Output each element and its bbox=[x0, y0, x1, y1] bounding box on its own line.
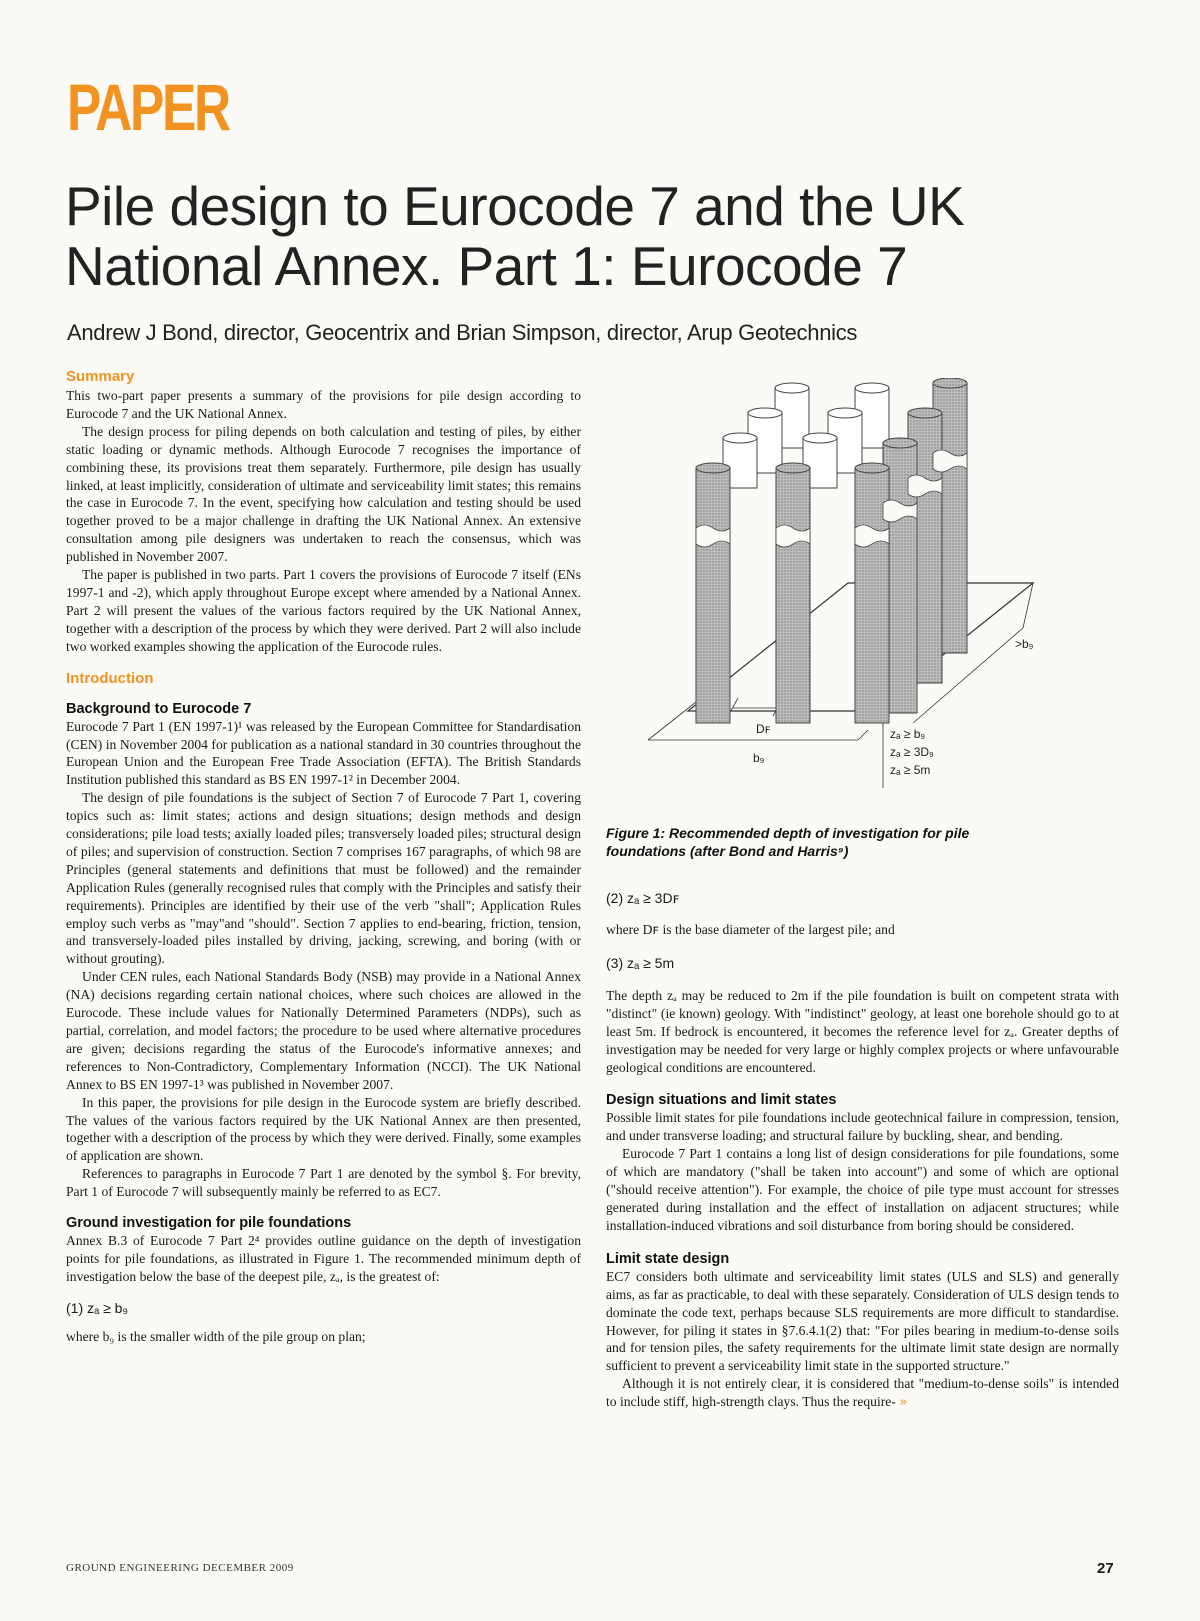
section-kicker: PAPER bbox=[67, 70, 229, 144]
journal-footer: GROUND ENGINEERING DECEMBER 2009 bbox=[66, 1562, 294, 1574]
label-z3: zₐ ≥ 5m bbox=[890, 763, 931, 777]
introduction-heading: Introduction bbox=[66, 669, 154, 687]
design-situations-heading: Design situations and limit states bbox=[606, 1092, 837, 1109]
ground-investigation-heading: Ground investigation for pile foundations bbox=[66, 1215, 352, 1232]
depth-reduction-para: The depth zₐ may be reduced to 2m if the pile foundation is built on competent strata with "distinct" (ie known) geology. With "indistinct" geology, at least one borehole should go to at least 5m. If bedrock is encountered, it becomes the reference level for zₐ. Greater depths of investigation may be needed for very large or highly complex projects or where unfavourable geological conditions are encountered. bbox=[606, 987, 1119, 1075]
label-gt-bg: >b₉ bbox=[1015, 637, 1034, 651]
pile-shaded-f1 bbox=[696, 463, 730, 723]
summary-para-3: The paper is published in two parts. Part 1 covers the provisions of Eurocode 7 itself (ENs 1997-1 and -2), which apply throughout Europe except where amended by a National Annex. Part 2 will present the values of the various factors required by the UK National Annex, together with a description of the process by which they were derived. Part 2 will also include two worked examples showing the application of the Eurocode rules. bbox=[66, 567, 581, 654]
ground-para: Annex B.3 of Eurocode 7 Part 2⁴ provides outline guidance on the depth of investigation points for pile foundations, as illustrated in Figure 1. The recommended minimum depth of investigation below the base of the deepest pile, zₐ, is the greatest of: bbox=[66, 1233, 581, 1284]
label-z1: zₐ ≥ b₉ bbox=[890, 727, 926, 741]
left-column bbox=[66, 368, 581, 1346]
label-bg: b₉ bbox=[753, 751, 765, 765]
page-number: 27 bbox=[1097, 1560, 1114, 1577]
equation-1: (1) zₐ ≥ b₉ bbox=[66, 1299, 129, 1316]
equation-2: (2) zₐ ≥ 3Dꜰ bbox=[606, 890, 680, 906]
label-z2: zₐ ≥ 3D₉ bbox=[890, 745, 934, 759]
intro-para-2: The design of pile foundations is the subject of Section 7 of Eurocode 7 Part 1, covering topics such as: limit states; actions and design situations; design methods and design considerations; pile load tests; axially loaded piles; transversely loaded piles; structural design of piles; and supervision of construction. Section 7 comprises 167 paragraphs, of which 98 are Principles (general statements and definitions that must be followed) and the remainder Application Rules (generally recognised rules that comply with the Principles and satisfy their requirements). Principles are identified by their use of the verb "shall"; Application Rules employ such verbs as "may"and "should". Section 7 applies to end-bearing, friction, tension, and transversely-loaded piles installed by driving, jacking, screwing, and boring (with or without grouting). bbox=[66, 790, 581, 967]
summary-para-1: This two-part paper presents a summary of the provisions for pile design according to Eurocode 7 and the UK National Annex. bbox=[66, 388, 581, 421]
design-situations-para-1: Possible limit states for pile foundations include geotechnical failure in compression, tension, and under transverse loading; and structural failure by buckling, shear, and bending. bbox=[606, 1110, 1119, 1144]
intro-para-5: References to paragraphs in Eurocode 7 Part 1 are denoted by the symbol §. For brevity, Part 1 of Eurocode 7 will subsequently mainly be referred to as EC7. bbox=[66, 1166, 581, 1200]
label-df: Dꜰ bbox=[756, 722, 771, 736]
figure-1-caption: Figure 1: Recommended depth of investigation for pile foundations (after Bond and Harris⁹) bbox=[606, 825, 970, 859]
pile-shaded-f2 bbox=[776, 463, 810, 723]
right-column bbox=[606, 824, 1119, 1412]
continue-arrow-icon: » bbox=[899, 1394, 908, 1411]
byline: Andrew J Bond, director, Geocentrix and Brian Simpson, director, Arup Geotechnics bbox=[67, 320, 858, 345]
equation-1-note: where b₉ is the smaller width of the pile group on plan; bbox=[66, 1328, 366, 1344]
intro-para-1: Eurocode 7 Part 1 (EN 1997-1)¹ was released by the European Committee for Standardisation (CEN) in November 2004 for publication as a national standard in 30 countries throughout the European Union and the European Free Trade Association (EFTA). The British Standards Institution published this standard as BS EN 1997-1² in December 2004. bbox=[66, 718, 581, 788]
intro-para-3: Under CEN rules, each National Standards Body (NSB) may provide in a National Annex (NA) decisions regarding certain national choices, where such choices are allowed in the Eurocode. These include values for Nationally Determined Parameters (NDPs), such as partial, correlation, and model factors; the procedure to be used where alternative procedures are given; decisions regarding the status of the Eurocode's informative annexes; and references to Non-Contradictory, Complementary Information (NCCI). The UK National Annex to BS EN 1997-1³ was published in November 2007. bbox=[66, 969, 581, 1092]
design-situations-para-2: Eurocode 7 Part 1 contains a long list of design considerations for pile foundations, some of which are mandatory ("shall be taken into account") and some of which are optional ("should receive attention"). For example, the choice of pile type must account for stresses generated during installation and the effect of installation on adjacent structures; while installation-induced vibrations and soil disturbance from boring should be considered. bbox=[606, 1146, 1119, 1233]
limit-state-para-1: EC7 considers both ultimate and serviceability limit states (ULS and SLS) and generally aims, as far as practicable, to deal with these separately. Consideration of ULS design tends to dominate the code text, perhaps because SLS requirements are more difficult to standardise. However, for piling it states in §7.6.4.1(2) that: "For piles bearing in medium-to-dense soils and for tension piles, the safety requirements for the ultimate limit state design are normally sufficient to prevent a serviceability limit state in the supported structure." bbox=[606, 1268, 1119, 1374]
limit-state-para-2-text: Although it is not entirely clear, it is considered that "medium-to-dense soils" is intended to include stiff, high-strength clays. Thus the require- bbox=[606, 1376, 1119, 1410]
limit-state-para-2 bbox=[606, 1375, 1119, 1412]
summary-para-2: The design process for piling depends on both calculation and testing of piles, by either static loading or dynamic methods. Although Eurocode 7 recognises the importance of combining these, its provisions treat them separately. Furthermore, pile design has usually linked, at least implicitly, consideration of ultimate and serviceability limit states; this remains the case in Eurocode 7. In the event, specifying how calculation and testing should be used together proved to be a major challenge in drafting the UK National Annex. An extensive consultation among pile designers was undertaken to reach the consensus, which was published in November 2007. bbox=[66, 423, 581, 565]
figure-1-diagram bbox=[628, 378, 1098, 796]
equation-2-note: where Dꜰ is the base diameter of the largest pile; and bbox=[606, 922, 895, 937]
article-title: Pile design to Eurocode 7 and the UK National Annex. Part 1: Eurocode 7 bbox=[65, 175, 965, 297]
limit-state-heading: Limit state design bbox=[606, 1250, 730, 1267]
equation-3: (3) zₐ ≥ 5m bbox=[606, 954, 675, 971]
intro-para-4: In this paper, the provisions for pile design in the Eurocode system are briefly described. The values of the various factors required by the UK National Annex are then presented, together with a description of the process by which they were derived. Finally, some examples of application are shown. bbox=[66, 1094, 581, 1164]
summary-heading: Summary bbox=[66, 368, 135, 385]
background-heading: Background to Eurocode 7 bbox=[66, 700, 252, 717]
